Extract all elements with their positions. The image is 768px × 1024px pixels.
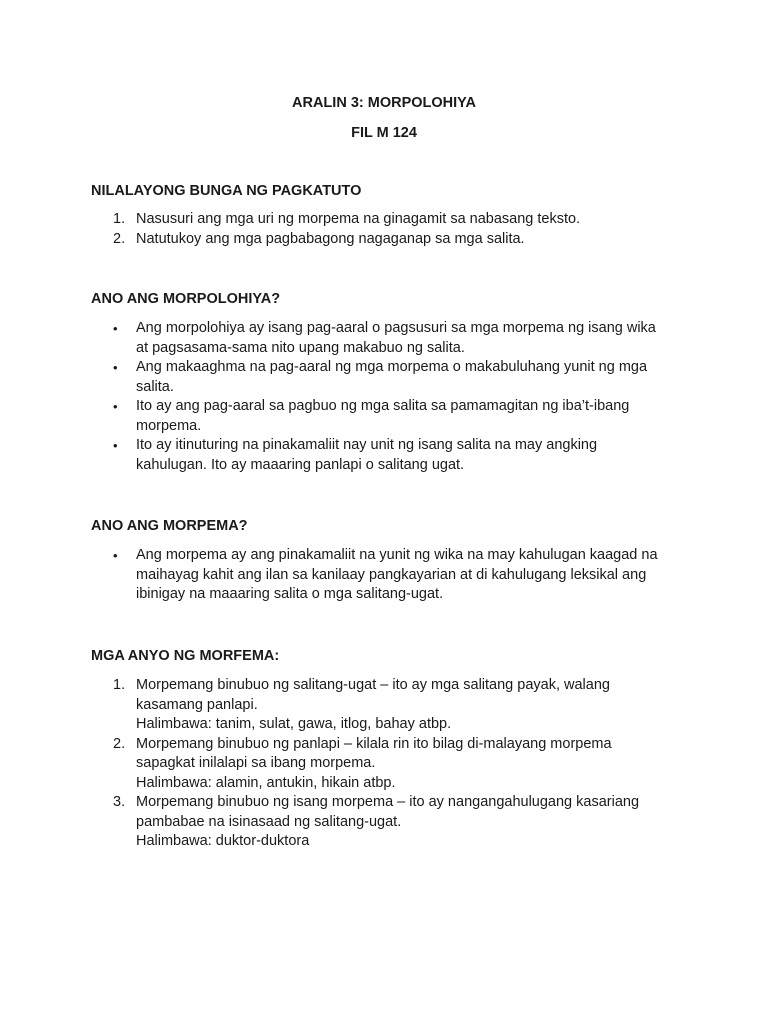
list-item (91, 735, 671, 794)
section-morpolohiya (91, 289, 671, 475)
section-heading: ANO ANG MORPOLOHIYA? (91, 291, 281, 307)
item-text: Morpemang binubuo ng panlapi – kilala rin ito bilag di-malayang morpema sapagkat inilalapi sa ibang morpema. (136, 735, 612, 771)
item-text: Morpemang binubuo ng isang morpema – ito ay nangangahulugang kasariang pambabae na isinasaad ng salitang-ugat. (136, 794, 640, 830)
item-number: 2. (113, 230, 126, 247)
section-anyo (91, 646, 671, 852)
morpema-list (91, 546, 671, 605)
title-block (0, 93, 768, 143)
item-text: Ito ay ang pag-aaral sa pagbuo ng mga salita sa pamamagitan ng iba’t-ibang morpema. (136, 398, 630, 434)
item-number: 2. (113, 735, 126, 752)
item-text: Morpemang binubuo ng salitang-ugat – ito ay mga salitang payak, walang kasamang panlapi. (136, 677, 610, 713)
document-title: ARALIN 3: MORPOLOHIYA (292, 95, 476, 111)
objectives-list (91, 210, 671, 249)
list-item (91, 210, 671, 230)
list-item (91, 436, 671, 475)
bullet-icon: • (113, 438, 118, 453)
anyo-list (91, 676, 671, 852)
item-text: Ang makaaghma na pag-aaral ng mga morpema o makabuluhang yunit ng mga salita. (136, 359, 648, 395)
list-item (91, 230, 671, 250)
list-item (91, 319, 671, 358)
item-example: Halimbawa: alamin, antukin, hikain atbp. (136, 774, 396, 791)
section-heading: MGA ANYO NG MORFEMA: (91, 648, 280, 664)
bullet-icon: • (113, 321, 118, 336)
list-item (91, 358, 671, 397)
section-objectives (91, 181, 671, 249)
list-item (91, 676, 671, 735)
item-number: 1. (113, 677, 126, 693)
item-example: Halimbawa: duktor-duktora (136, 833, 310, 849)
item-text: Nasusuri ang mga uri ng morpema na ginagamit sa nabasang teksto. (136, 211, 581, 227)
item-number: 1. (113, 211, 126, 227)
course-code: FIL M 124 (351, 125, 417, 141)
item-text: Ang morpema ay ang pinakamaliit na yunit ng wika na may kahulugan kaagad na maihayag kahit ang ilan sa kanilaay pangkayarian at di kahulugang leksikal ang ibinigay na maaaring salita o mga salitang-ugat. (136, 547, 658, 602)
bullet-icon: • (113, 399, 118, 414)
item-example: Halimbawa: tanim, sulat, gawa, itlog, bahay atbp. (136, 716, 452, 732)
bullet-icon: • (113, 360, 118, 375)
bullet-icon: • (113, 548, 118, 563)
list-item (91, 546, 671, 605)
section-heading: ANO ANG MORPEMA? (91, 518, 248, 534)
item-text: Natutukoy ang mga pagbabagong nagaganap sa mga salita. (136, 230, 525, 247)
item-number: 3. (113, 794, 126, 810)
section-heading: NILALAYONG BUNGA NG PAGKATUTO (91, 183, 362, 199)
list-item (91, 793, 671, 852)
list-item (91, 397, 671, 436)
section-morpema (91, 516, 671, 605)
item-text: Ang morpolohiya ay isang pag-aaral o pagsusuri sa mga morpema ng isang wika at pagsasama-sama nito upang makabuo ng salita. (136, 320, 656, 356)
item-text: Ito ay itinuturing na pinakamaliit nay unit ng isang salita na may angking kahulugan. Ito ay maaaring panlapi o salitang ugat. (136, 437, 598, 473)
morpolohiya-list (91, 319, 671, 475)
